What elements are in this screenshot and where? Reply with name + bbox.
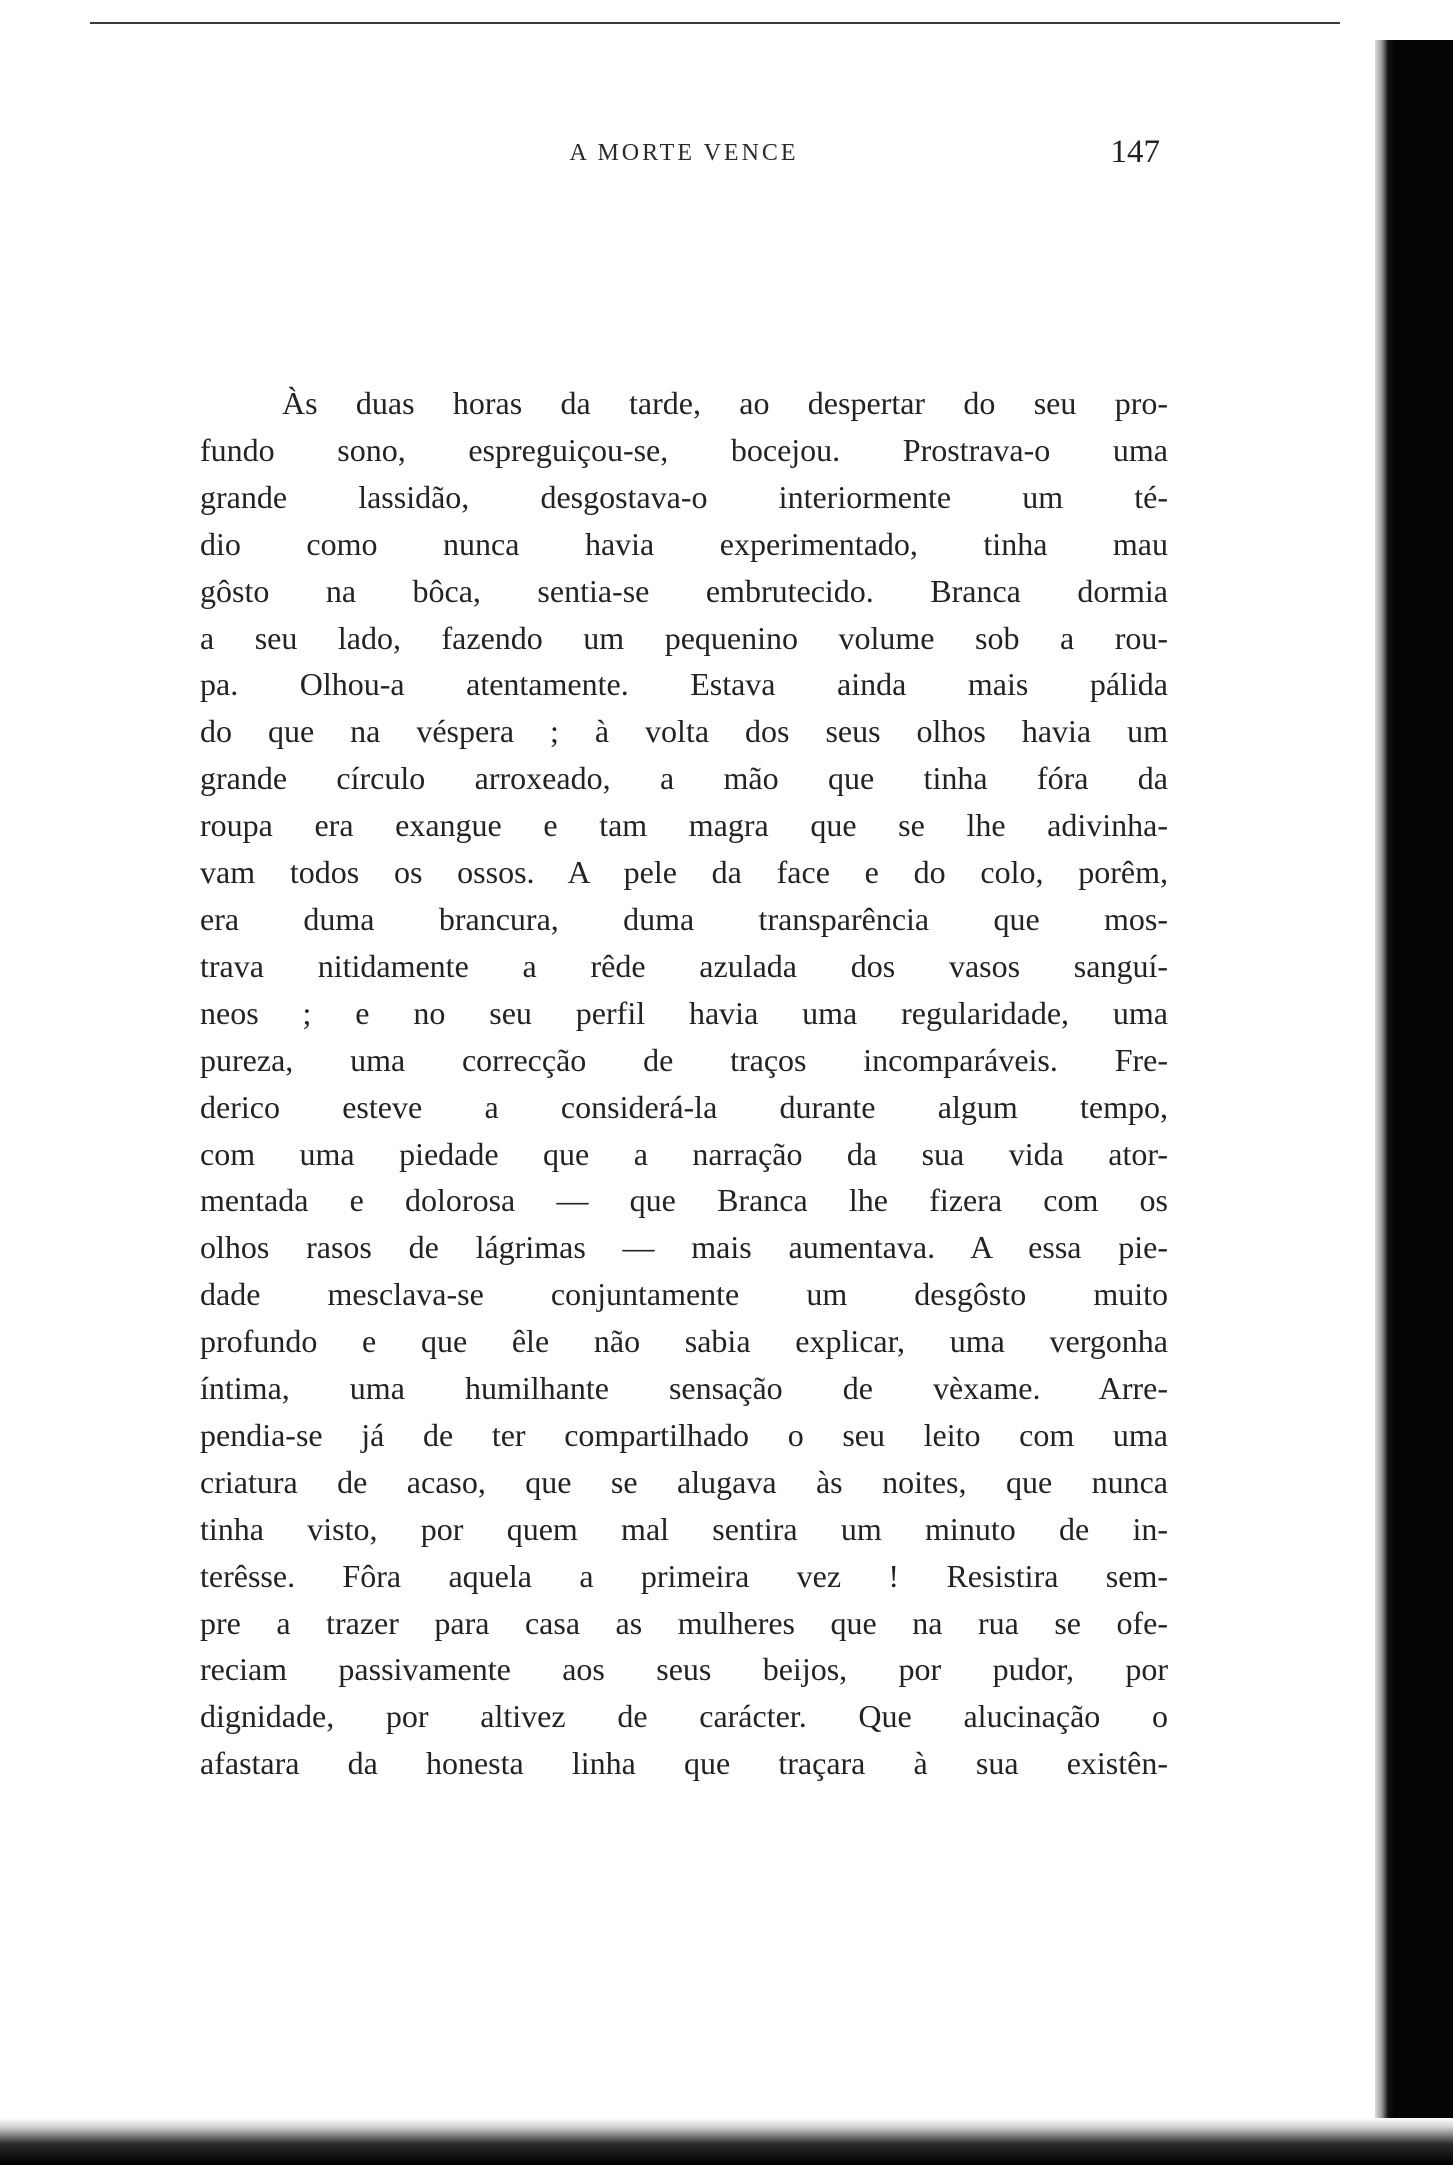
text-line: a seu lado, fazendo um pequenino volume sob a rou- [200,619,1168,656]
text-line: afastara da honesta linha que traçara à sua existên- [200,1745,1168,1782]
scan-bottom-edge [0,2118,1453,2165]
text-line: vam todos os ossos. A pele da face e do colo, porêm, [200,854,1168,891]
text-line: roupa era exangue e tam magra que se lhe adivinha- [200,807,1168,844]
book-spine-shadow [1397,40,1453,2165]
text-line: profundo e que êle não sabia explicar, uma vergonha [200,1323,1168,1360]
text-line: criatura de acaso, que se alugava às noites, que nunca [200,1463,1168,1500]
text-line: Às duas horas da tarde, ao despertar do seu pro- [282,385,1168,421]
text-line: tinha visto, por quem mal sentira um minuto de in- [200,1510,1168,1547]
text-line: íntima, uma humilhante sensação de vèxame. Arre- [200,1370,1168,1407]
text-line: pureza, uma correcção de traços incomparáveis. Fre- [200,1041,1168,1078]
text-line: gôsto na bôca, sentia-se embrutecido. Branca dormia [200,572,1168,609]
text-line: pendia-se já de ter compartilhado o seu leito com uma [200,1416,1168,1453]
running-title: A MORTE VENCE [569,140,799,166]
text-line: dignidade, por altivez de carácter. Que alucinação o [200,1698,1168,1735]
text-line: trava nitidamente a rêde azulada dos vasos sanguí- [200,947,1168,984]
text-line: do que na véspera ; à volta dos seus olhos havia um [200,713,1168,750]
scan-top-rule [90,22,1340,24]
text-line: mentada e dolorosa — que Branca lhe fizera com os [200,1182,1168,1219]
text-line: neos ; e no seu perfil havia uma regularidade, uma [200,994,1168,1031]
text-line: dade mesclava-se conjuntamente um desgôsto muito [200,1276,1168,1313]
text-line: pa. Olhou-a atentamente. Estava ainda mais pálida [200,666,1168,703]
text-line: pre a trazer para casa as mulheres que na rua se ofe- [200,1604,1168,1641]
text-line: grande círculo arroxeado, a mão que tinha fóra da [200,760,1168,797]
text-line: fundo sono, espreguiçou-se, bocejou. Prostrava-o uma [200,431,1168,468]
text-line: terêsse. Fôra aquela a primeira vez ! Resistira sem- [200,1557,1168,1594]
text-line: olhos rasos de lágrimas — mais aumentava. A essa pie- [200,1229,1168,1266]
book-spine-edge [1375,40,1397,2140]
text-line: grande lassidão, desgostava-o interiormente um té- [200,478,1168,515]
text-line: com uma piedade que a narração da sua vida ator- [200,1135,1168,1172]
text-line: era duma brancura, duma transparência que mos- [200,900,1168,937]
text-line: derico esteve a considerá-la durante algum tempo, [200,1088,1168,1125]
text-line: dio como nunca havia experimentado, tinha mau [200,525,1168,562]
running-header [200,134,1168,176]
text-line: reciam passivamente aos seus beijos, por pudor, por [200,1651,1168,1688]
body-paragraph [200,380,1168,1787]
page-number: 147 [1110,134,1160,170]
